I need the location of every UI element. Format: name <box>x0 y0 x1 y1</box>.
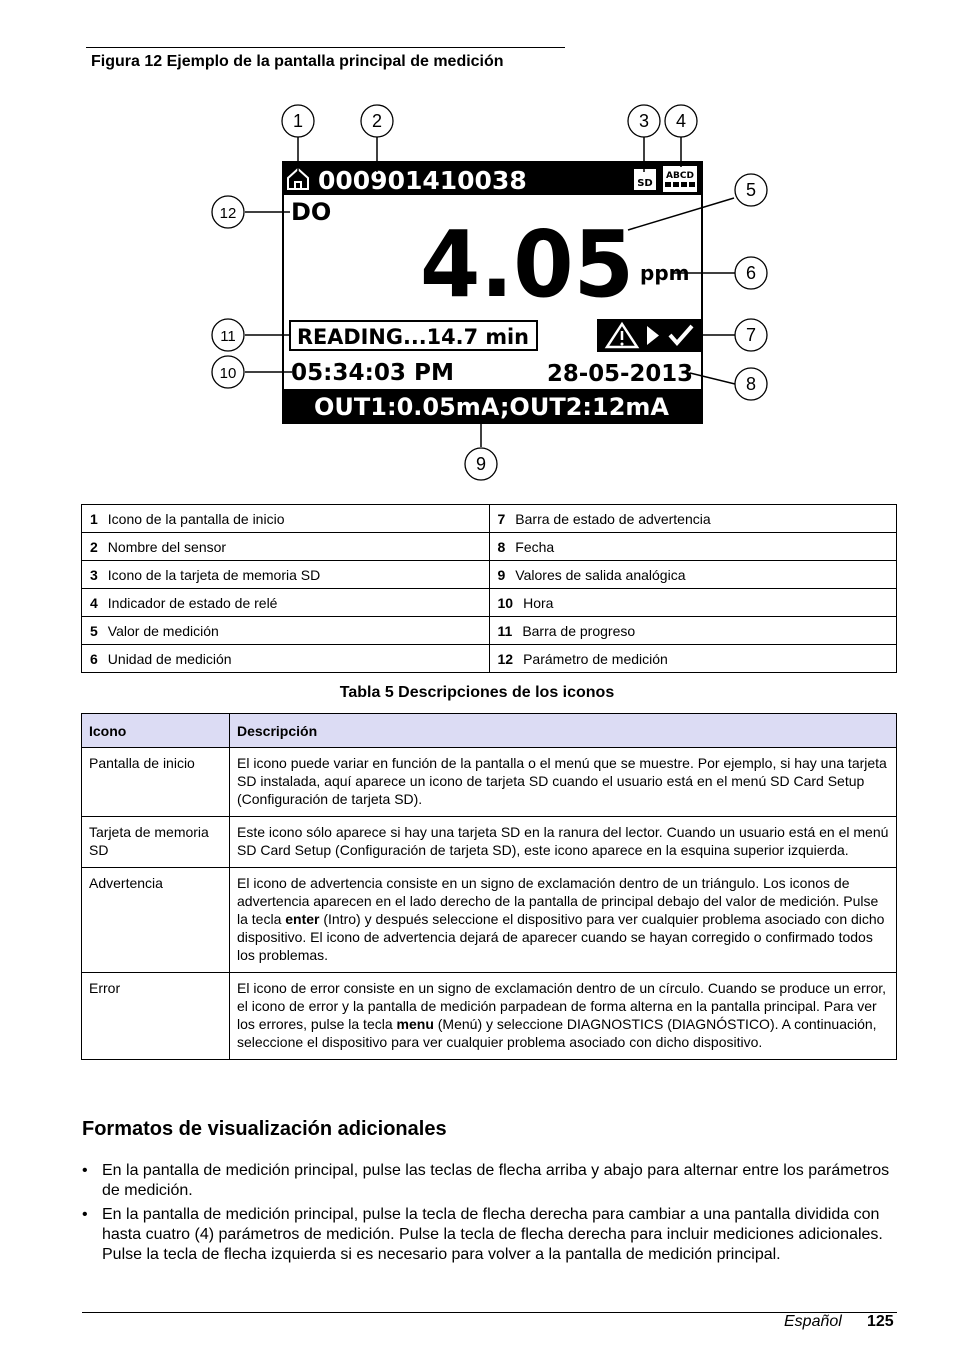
legend-number: 9 <box>497 566 506 583</box>
list-item <box>82 1205 897 1265</box>
legend-text: Unidad de medición <box>107 650 232 667</box>
legend-text: Icono de la tarjeta de memoria SD <box>107 566 321 583</box>
date: 28-05-2013 <box>547 361 693 387</box>
page-number: 125 <box>867 1313 894 1330</box>
callout-label: 9 <box>475 454 487 474</box>
measurement-screen-figure <box>190 95 790 490</box>
description-text: Este icono sólo aparece si hay una tarjeta SD en la ranura del lector. Cuando un usuario está en el menú SD Card Setup (Configuración de tarjeta SD), este icono aparece en la esquina superior izquierda. <box>237 824 889 858</box>
table-row <box>82 973 897 1060</box>
legend-number: 1 <box>90 510 98 527</box>
description-text: (Menú) y seleccione DIAGNOSTICS (DIAGNÓSTICO). A continuación, seleccione el dispositivo para ver cualquier problema asociado con dicho dispositivo. <box>237 1016 877 1050</box>
section-heading: Formatos de visualización adicionales <box>82 1118 447 1140</box>
callout-label: 3 <box>638 111 650 131</box>
description-text: (Intro) y después seleccione el dispositivo para ver cualquier problema asociado con dicho dispositivo. El icono de advertencia dejará de aparecer cuando se hayan corregido o confirmado todos los problemas. <box>237 911 885 963</box>
sensor-name: 000901410038 <box>318 166 527 195</box>
legend-row <box>82 561 897 589</box>
bullet: • <box>82 1206 88 1223</box>
legend-number: 4 <box>90 594 98 611</box>
relay-status-label: ABCD <box>666 171 694 181</box>
legend-number: 10 <box>497 594 514 611</box>
table-header: Icono <box>82 714 230 748</box>
icon-name-cell: Error <box>82 973 230 1060</box>
legend-row <box>82 589 897 617</box>
table-row <box>82 748 897 817</box>
legend-cell <box>82 589 490 617</box>
legend-cell <box>489 589 897 617</box>
legend-number: 3 <box>90 566 98 583</box>
sd-card-icon-label: SD <box>637 178 653 189</box>
legend-cell <box>82 617 490 645</box>
callout-label: 7 <box>745 325 757 345</box>
figure-top-rule <box>86 47 565 48</box>
key-name: menu <box>396 1016 434 1032</box>
list-item <box>82 1161 897 1201</box>
icon-description-cell <box>230 748 897 817</box>
callout-label: 1 <box>292 111 304 131</box>
legend-cell <box>82 533 490 561</box>
list-item-text: En la pantalla de medición principal, pulse las teclas de flecha arriba y abajo para alternar entre los parámetros de medición. <box>102 1162 890 1199</box>
legend-number: 7 <box>497 510 506 527</box>
legend-text: Indicador de estado de relé <box>107 594 278 611</box>
description-text: El icono puede variar en función de la pantalla o el menú que se muestre. Por ejemplo, si hay una tarjeta SD instalada, aquí aparece un icono de tarjeta SD cuando el usuario está en el menú SD Card Setup (Configuración de tarjeta SD). <box>237 755 887 807</box>
icon-description-cell <box>230 868 897 973</box>
description-text: El icono de advertencia consiste en un signo de exclamación dentro de un triángulo. Los iconos de advertencia aparecen en el lado derecho de la pantalla de principal debajo del valor de medición. Pulse la tecla <box>237 875 879 927</box>
footer-language: Español <box>784 1313 842 1330</box>
legend-number: 12 <box>497 650 514 667</box>
icon-description-table <box>81 713 897 1060</box>
table-title: Tabla 5 Descripciones de los iconos <box>339 684 615 701</box>
legend-cell <box>489 645 897 673</box>
analog-outputs: OUT1:0.05mA;OUT2:12mA <box>314 393 670 421</box>
callout-label: 2 <box>371 111 383 131</box>
legend-cell <box>82 645 490 673</box>
icon-name-cell: Tarjeta de memoria SD <box>82 817 230 868</box>
key-name: enter <box>285 911 320 927</box>
icon-description-cell <box>230 817 897 868</box>
measurement-unit: ppm <box>640 261 690 285</box>
legend-text: Valores de salida analógica <box>515 566 686 583</box>
legend-number: 5 <box>90 622 98 639</box>
legend-row <box>82 505 897 533</box>
measurement-parameter: DO <box>291 198 332 226</box>
legend-cell <box>489 617 897 645</box>
icon-name-cell: Advertencia <box>82 868 230 973</box>
legend-number: 2 <box>90 538 98 555</box>
legend-cell <box>82 561 490 589</box>
description-text: El icono de error consiste en un signo de exclamación dentro de un círculo. Cuando se produce un error, el icono de error y la pantalla de medición parpadean de forma alterna en la pantalla principal. Para ver los errores, pulse la tecla <box>237 980 887 1032</box>
legend-text: Hora <box>523 594 554 611</box>
table-row <box>82 868 897 973</box>
legend-text: Nombre del sensor <box>107 538 227 555</box>
legend-cell <box>489 561 897 589</box>
callout-label: 11 <box>220 328 236 345</box>
legend-text: Barra de estado de advertencia <box>515 510 711 527</box>
progress-bar-text: READING...14.7 min <box>297 325 529 349</box>
legend-text: Valor de medición <box>107 622 219 639</box>
legend-number: 6 <box>90 650 98 667</box>
legend-cell <box>82 505 490 533</box>
table-row <box>82 817 897 868</box>
list-item-text: En la pantalla de medición principal, pulse la tecla de flecha derecha para cambiar a una pantalla dividida con hasta cuatro (4) parámetros de medición. Pulse la tecla de flecha derecha para incluir mediciones adicionales. Pulse la tecla de flecha izquierda si es necesario para volver a la pantalla de medición principal. <box>102 1206 883 1263</box>
legend-text: Barra de progreso <box>522 622 636 639</box>
legend-cell <box>489 505 897 533</box>
callout-label: 8 <box>745 374 757 394</box>
legend-text: Parámetro de medición <box>523 650 668 667</box>
legend-cell <box>489 533 897 561</box>
icon-name-cell: Pantalla de inicio <box>82 748 230 817</box>
icon-description-cell <box>230 973 897 1060</box>
legend-text: Fecha <box>515 538 555 555</box>
relay-status-icon <box>663 166 697 192</box>
callout-label: 6 <box>745 263 757 283</box>
figure-caption: Figura 12 Ejemplo de la pantalla principal de medición <box>91 53 504 70</box>
callout-label: 4 <box>675 111 687 131</box>
legend-row <box>82 617 897 645</box>
callout-label: 10 <box>219 365 237 382</box>
callout-label: 5 <box>745 180 757 200</box>
legend-table <box>81 504 897 673</box>
measurement-value: 4.05 <box>420 211 634 318</box>
time: 05:34:03 PM <box>291 360 454 386</box>
legend-number: 8 <box>497 538 506 555</box>
legend-row <box>82 645 897 673</box>
callout-label: 12 <box>219 205 237 222</box>
table-header: Descripción <box>230 714 897 748</box>
bullet: • <box>82 1162 88 1179</box>
legend-number: 11 <box>497 622 513 639</box>
legend-row <box>82 533 897 561</box>
legend-text: Icono de la pantalla de inicio <box>107 510 285 527</box>
footer-rule <box>82 1312 897 1313</box>
